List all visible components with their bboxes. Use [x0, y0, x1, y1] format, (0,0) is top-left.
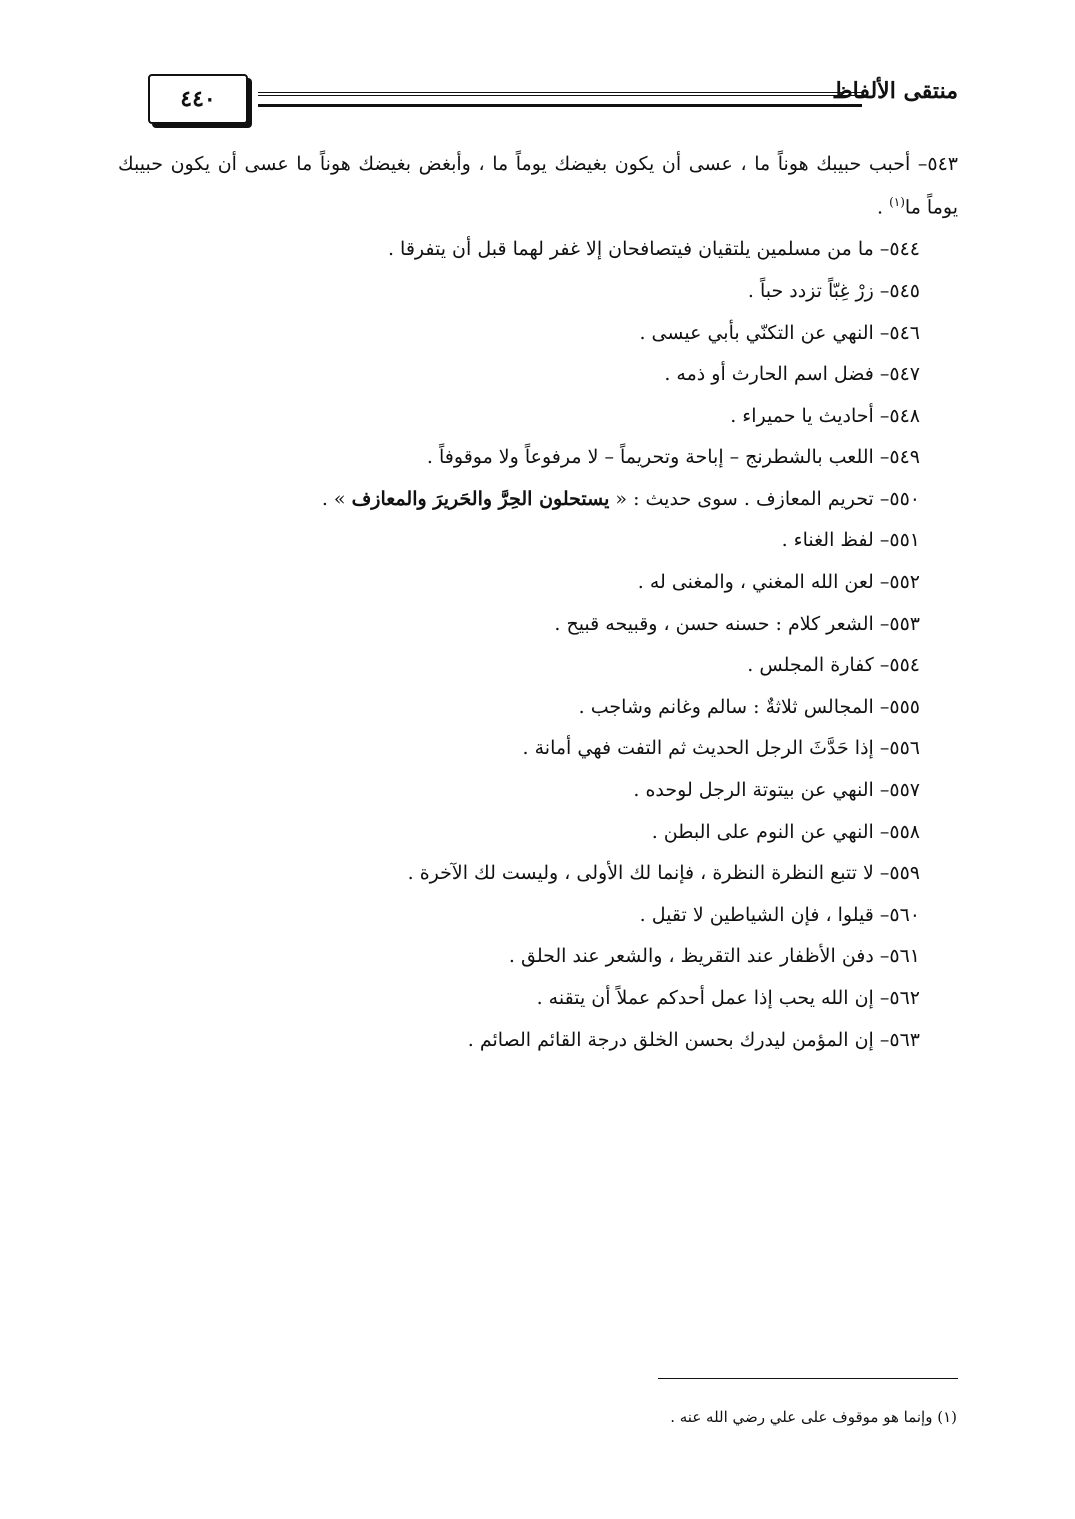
- list-item-561: ٥٦١– دفن الأظفار عند التقريظ ، والشعر عند الحلق .: [508, 945, 920, 968]
- list-item-562: ٥٦٢– إن الله يحب إذا عمل أحدكم عملاً أن يتقنه .: [536, 987, 920, 1010]
- list-item-563: ٥٦٣– إن المؤمن ليدرك بحسن الخلق درجة القائم الصائم .: [467, 1028, 920, 1051]
- list-item-548: ٥٤٨– أحاديث يا حميراء .: [730, 404, 920, 427]
- list-item-544: ٥٤٤– ما من مسلمين يلتقيان فيتصافحان إلا غفر لهما قبل أن يتفرقا .: [387, 238, 920, 261]
- footnote-rule: [658, 1378, 958, 1379]
- list-item-550: ٥٥٠– تحريم المعازف . سوى حديث : « يستحلون الحِرَّ والحَريرَ والمعازف » .: [321, 487, 920, 510]
- page-number: ٤٤٠: [180, 86, 216, 112]
- list-item-556: ٥٥٦– إذا حَدَّثَ الرجل الحديث ثم التفت فهي أمانة .: [522, 737, 920, 760]
- list-item-546: ٥٤٦– النهي عن التكنّي بأبي عيسى .: [639, 321, 920, 344]
- book-title: منتقى الألفاظ: [832, 78, 958, 104]
- list-item-552: ٥٥٢– لعن الله المغني ، والمغنى له .: [637, 571, 920, 594]
- header-rule: [258, 92, 862, 107]
- list-item-554: ٥٥٤– كفارة المجلس .: [747, 654, 920, 677]
- list-item-553: ٥٥٣– الشعر كلام : حسنه حسن ، وقبيحه قبيح .: [554, 612, 920, 635]
- list-item-557: ٥٥٧– النهي عن بيتوتة الرجل لوحده .: [633, 779, 920, 802]
- list-item-555: ٥٥٥– المجالس ثلاثةٌ : سالم وغانم وشاجب .: [578, 695, 920, 718]
- list-item-545: ٥٤٥– زرْ غِبّاً تزدد حباً .: [747, 279, 920, 302]
- page-header: [118, 72, 958, 130]
- list-item-543: ٥٤٣– أحبب حبيبك هوناً ما ، عسى أن يكون بغيضك يوماً ما ، وأبغض بغيضك هوناً ما عسى أن يكون حبيبك يوماً ما$^{(١)}$ .: [118, 153, 958, 219]
- list-item-547: ٥٤٧– فضل اسم الحارث أو ذمه .: [664, 363, 920, 386]
- list-item-560: ٥٦٠– قيلوا ، فإن الشياطين لا تقيل .: [639, 903, 920, 926]
- bold-hadith-quote: يستحلون الحِرَّ والحَريرَ والمعازف: [351, 487, 610, 510]
- page-number-box: [148, 74, 248, 124]
- list-item-558: ٥٥٨– النهي عن النوم على البطن .: [651, 820, 920, 843]
- item-list: [118, 145, 958, 1068]
- list-item-559: ٥٥٩– لا تتبع النظرة النظرة ، فإنما لك الأولى ، وليست لك الآخرة .: [407, 862, 920, 885]
- footnote-ref: (١): [889, 195, 905, 209]
- list-item-549: ٥٤٩– اللعب بالشطرنج – إباحة وتحريماً – لا مرفوعاً ولا موقوفاً .: [426, 446, 920, 469]
- footnote: (١) وإنما هو موقوف على علي رضي الله عنه .: [670, 1408, 957, 1426]
- list-item-551: ٥٥١– لفظ الغناء .: [781, 529, 920, 552]
